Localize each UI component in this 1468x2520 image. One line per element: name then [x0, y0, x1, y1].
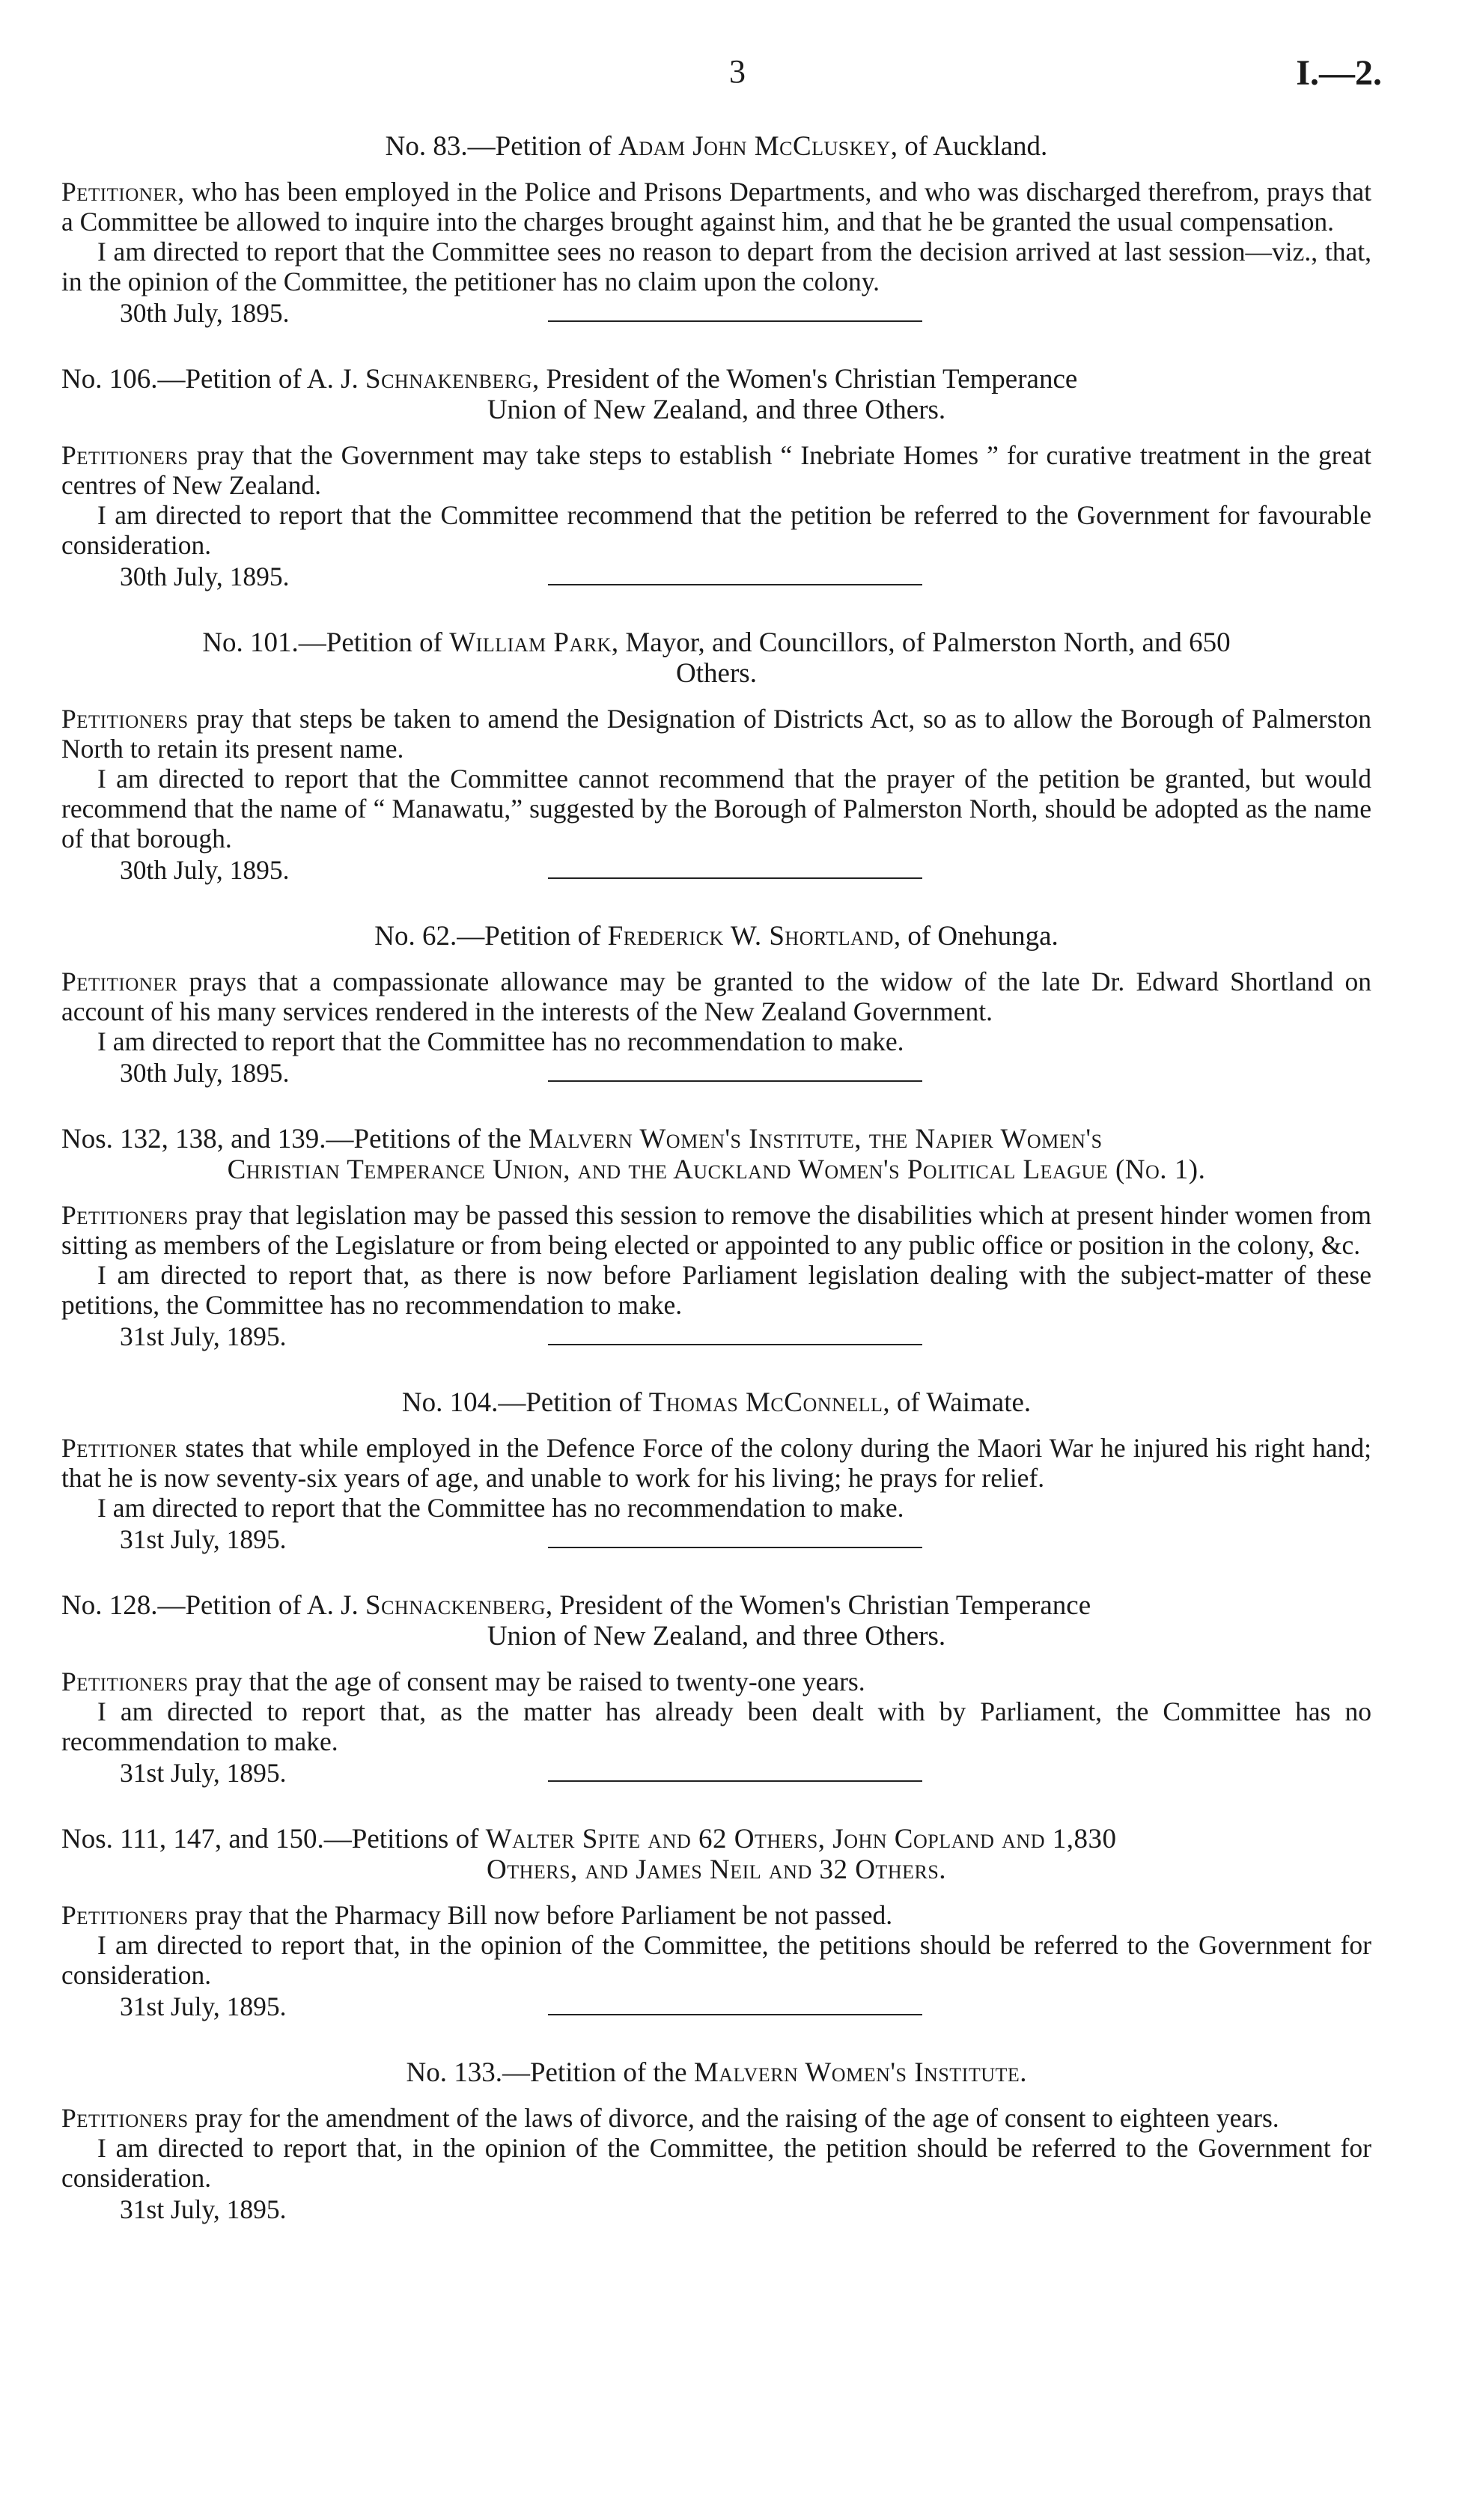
heading-prefix: No. 133.—Petition of the — [406, 2057, 694, 2088]
heading-prefix: No. 106.—Petition of A. J. — [61, 364, 365, 395]
page-header — [0, 52, 1468, 105]
date-line — [61, 1991, 1371, 2023]
petition-lead: Petitioners — [61, 704, 189, 734]
petition-text: pray that the Government may take steps to establish “ Inebriate Homes ” for curative treatment in the great centres of New Zealand. — [61, 440, 1371, 500]
petition-text: pray that the age of consent may be raised to twenty-one years. — [188, 1667, 865, 1696]
petition-text: pray that the Pharmacy Bill now before Parliament be not passed. — [188, 1900, 893, 1930]
heading-suffix: , of Onehunga. — [893, 921, 1059, 952]
petition-body — [61, 1667, 1371, 1696]
petition-body — [61, 2103, 1371, 2133]
petition-body — [61, 704, 1371, 764]
date-line — [61, 1321, 1371, 1353]
heading-prefix: Nos. 111, 147, and 150.—Petitions of — [61, 1824, 486, 1854]
heading-suffix: , the Napier Women's — [854, 1124, 1103, 1154]
committee-report: I am directed to report that the Committee cannot recommend that the prayer of the petition be granted, but would recommend that the name of “ Manawatu,” suggested by the Borough of Palmerston North, should be adopted as the name of that borough. — [61, 764, 1371, 853]
petition-lead: Petitioner — [61, 967, 178, 996]
committee-report: I am directed to report that the Committee has no recommendation to make. — [97, 1493, 904, 1523]
heading-prefix: No. 101.—Petition of — [202, 627, 450, 658]
petitioner-name: Malvern Women's Institute — [693, 2057, 1020, 2088]
petition-heading — [61, 1590, 1371, 1652]
heading-prefix: No. 104.—Petition of — [401, 1387, 649, 1418]
petition-text: states that while employed in the Defence Force of the colony during the Maori War he injured his right hand; that he is now seventy-six years of age, and unable to work for his living; he prays for relief. — [61, 1433, 1371, 1493]
petition-heading — [61, 131, 1371, 162]
petition-lead: Petitioner — [61, 1433, 178, 1463]
petition-heading — [61, 627, 1371, 689]
petition-entry — [61, 1824, 1371, 2023]
section-divider — [548, 320, 922, 322]
committee-report: I am directed to report that, in the opinion of the Committee, the petitions should be referred to the Government for consideration. — [61, 1930, 1371, 1990]
heading-suffix: , President of the Women's Christian Temperance — [532, 364, 1078, 395]
report-date: 31st July, 1895. — [120, 1758, 287, 1788]
petition-entry — [61, 1124, 1371, 1353]
heading-prefix: No. 83.—Petition of — [385, 131, 619, 162]
petitioner-name: Malvern Women's Institute — [528, 1124, 855, 1154]
date-line — [61, 561, 1371, 593]
petition-entry — [61, 921, 1371, 1089]
petition-text: , who has been employed in the Police and Prisons Departments, and who was discharged therefrom, prays that a Committee be allowed to inquire into the charges brought against him, and that he be granted the usual compensation. — [61, 177, 1371, 237]
committee-report: I am directed to report that the Committee has no recommendation to make. — [97, 1026, 904, 1056]
heading-prefix: Nos. 132, 138, and 139.—Petitions of the — [61, 1124, 529, 1154]
heading-continuation: Others. — [676, 658, 757, 689]
petition-entry — [61, 364, 1371, 593]
petition-lead: Petitioners — [61, 1667, 189, 1696]
date-line — [61, 1524, 1371, 1556]
petition-text: pray that legislation may be passed this session to remove the disabilities which at present hinder women from sitting as members of the Legislature or from being elected or appointed to any public office or position in the colony, &c. — [61, 1200, 1371, 1260]
petition-body — [61, 1200, 1371, 1260]
report-date: 31st July, 1895. — [120, 2194, 287, 2224]
document-reference: I.—2. — [1296, 53, 1382, 93]
petitioner-name: Frederick W. Shortland — [607, 921, 894, 952]
date-line — [61, 298, 1371, 329]
date-line — [61, 1058, 1371, 1089]
section-divider — [548, 1780, 922, 1782]
committee-report: I am directed to report that, in the opinion of the Committee, the petition should be referred to the Government for consideration. — [61, 2133, 1371, 2193]
report-date: 30th July, 1895. — [120, 855, 290, 885]
heading-continuation: Union of New Zealand, and three Others. — [487, 1621, 946, 1652]
report-date: 31st July, 1895. — [120, 1524, 287, 1554]
committee-report: I am directed to report that the Committee sees no reason to depart from the decision arrived at last session—viz., that, in the opinion of the Committee, the petitioner has no claim upon the colony. — [61, 237, 1371, 296]
date-line — [61, 855, 1371, 886]
petition-heading — [61, 921, 1371, 952]
report-date: 30th July, 1895. — [120, 561, 290, 591]
petition-heading — [61, 1824, 1371, 1885]
petition-entry — [61, 2057, 1371, 2226]
petitioner-name: Schnakenberg — [365, 364, 533, 395]
report-date: 31st July, 1895. — [120, 1321, 287, 1351]
committee-report: I am directed to report that, as there is now before Parliament legislation dealing with the subject-matter of these petitions, the Committee has no recommendation to make. — [61, 1260, 1371, 1320]
heading-suffix: , of Auckland. — [890, 131, 1048, 162]
heading-suffix: , President of the Women's Christian Temperance — [545, 1590, 1091, 1621]
report-date: 30th July, 1895. — [120, 1058, 290, 1088]
section-divider — [548, 1344, 922, 1345]
petition-body — [61, 440, 1371, 500]
petitioner-name: Walter Spite — [485, 1824, 641, 1854]
committee-report: I am directed to report that the Committee recommend that the petition be referred to the Government for favourable consideration. — [61, 500, 1371, 560]
heading-continuation: Others, and James Neil and 32 Others. — [486, 1854, 947, 1885]
heading-suffix: , of Waimate. — [883, 1387, 1032, 1418]
section-divider — [548, 2014, 922, 2015]
petition-entry — [61, 1387, 1371, 1556]
date-line — [61, 2194, 1371, 2226]
section-divider — [548, 877, 922, 879]
heading-continuation: Union of New Zealand, and three Others. — [487, 395, 946, 425]
petition-text: pray that steps be taken to amend the Designation of Districts Act, so as to allow the Borough of Palmerston North to retain its present name. — [61, 704, 1371, 764]
section-divider — [548, 584, 922, 585]
petitions-list — [61, 131, 1371, 2260]
petition-body — [61, 1900, 1371, 1930]
heading-suffix: . — [1020, 2057, 1027, 2088]
petition-body — [61, 967, 1371, 1026]
section-divider — [548, 1080, 922, 1082]
petition-heading — [61, 2057, 1371, 2088]
heading-suffix: , Mayor, and Councillors, of Palmerston North, and 650 — [611, 627, 1231, 658]
petition-heading — [61, 1387, 1371, 1418]
petition-entry — [61, 627, 1371, 886]
petition-entry — [61, 131, 1371, 329]
petition-body — [61, 177, 1371, 237]
petition-lead: Petitioners — [61, 1900, 189, 1930]
petition-entry — [61, 1590, 1371, 1789]
committee-report: I am directed to report that, as the matter has already been dealt with by Parliament, the Committee has no recommendation to make. — [61, 1696, 1371, 1756]
petition-lead: Petitioners — [61, 1200, 189, 1230]
petition-text: pray for the amendment of the laws of divorce, and the raising of the age of consent to eighteen years. — [188, 2103, 1279, 2133]
petition-heading — [61, 1124, 1371, 1185]
petition-lead: Petitioners — [61, 2103, 189, 2133]
petitioner-name: Schnackenberg — [365, 1590, 546, 1621]
petitioner-name: Adam John McCluskey — [618, 131, 891, 162]
petition-lead: Petitioner — [61, 177, 178, 207]
heading-prefix: No. 62.—Petition of — [374, 921, 608, 952]
petitioner-name: William Park — [449, 627, 612, 658]
heading-suffix: and 62 Others, John Copland and 1,830 — [640, 1824, 1117, 1854]
petition-heading — [61, 364, 1371, 425]
petition-body — [61, 1433, 1371, 1493]
petition-lead: Petitioners — [61, 440, 189, 470]
petitioner-name: Thomas McConnell — [648, 1387, 883, 1418]
section-divider — [548, 1547, 922, 1548]
report-date: 30th July, 1895. — [120, 298, 290, 328]
heading-continuation: Christian Temperance Union, and the Auckland Women's Political League (No. 1). — [227, 1154, 1206, 1185]
petition-text: prays that a compassionate allowance may be granted to the widow of the late Dr. Edward Shortland on account of his many services rendered in the interests of the New Zealand Government. — [61, 967, 1371, 1026]
report-date: 31st July, 1895. — [120, 1991, 287, 2021]
heading-prefix: No. 128.—Petition of A. J. — [61, 1590, 365, 1621]
page-number: 3 — [729, 53, 746, 90]
date-line — [61, 1758, 1371, 1789]
